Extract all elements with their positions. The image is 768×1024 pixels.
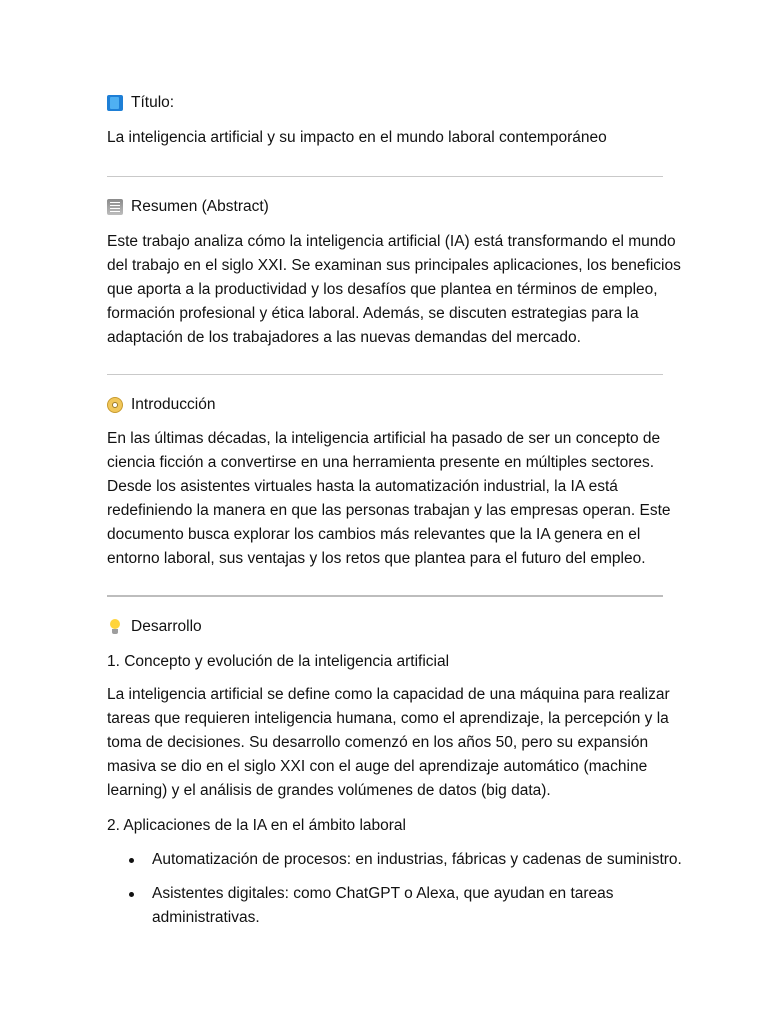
resumen-paragraph (107, 230, 681, 350)
desarrollo-heading-text: Desarrollo (131, 618, 202, 635)
paragraph-line: learning) y el análisis de grandes volúmenes de datos (big data). (107, 782, 551, 799)
list-item (107, 882, 663, 930)
bullet-icon (129, 892, 134, 897)
blue-book-icon (107, 95, 123, 111)
paragraph-line: En las últimas décadas, la inteligencia artificial ha pasado de ser un concepto de (107, 430, 661, 447)
divider (107, 595, 663, 597)
list-item (107, 848, 682, 872)
resumen-heading-text: Resumen (Abstract) (131, 198, 269, 215)
bullet-icon (129, 858, 134, 863)
introduccion-paragraph (107, 427, 671, 571)
list-item-line: administrativas. (152, 909, 260, 926)
paragraph-line: toma de decisiones. Su desarrollo comenzó en los años 50, pero su expansión (107, 734, 649, 751)
titulo-heading-text: Título: (131, 94, 175, 111)
titulo-heading (107, 91, 174, 115)
paragraph-line: que aporta a la productividad y los desafíos que plantea en términos de empleo, (107, 281, 658, 298)
paragraph-line: redefiniendo la manera en que las personas trabajan y las empresas operan. Este (107, 502, 671, 519)
aplicaciones-list (107, 848, 682, 930)
titulo-text (107, 126, 663, 150)
paragraph-line: ciencia ficción a convertirse en una herramienta presente en múltiples sectores. (107, 454, 655, 471)
paragraph-line: documento busca explorar los cambios más relevantes que la IA genera en el (107, 526, 641, 543)
paragraph-line: La inteligencia artificial se define como la capacidad de una máquina para realizar (107, 686, 670, 703)
paragraph-line: adaptación de los trabajadores a las nuevas demandas del mercado. (107, 329, 581, 346)
paragraph-line: del trabajo en el siglo XXI. Se examinan sus principales aplicaciones, los beneficios (107, 257, 681, 274)
subsection-1-paragraph (107, 683, 670, 803)
list-item-line: Asistentes digitales: como ChatGPT o Alexa, que ayudan en tareas (152, 885, 614, 902)
paragraph-line: masiva se dio en el siglo XXI con el auge del aprendizaje automático (machine (107, 758, 648, 775)
subsection-title-line: 2. Aplicaciones de la IA en el ámbito laboral (107, 817, 406, 834)
resumen-heading (107, 195, 269, 219)
divider (107, 176, 663, 177)
subsection-1-title (107, 650, 663, 674)
paragraph-line: Este trabajo analiza cómo la inteligencia artificial (IA) está transformando el mundo (107, 233, 676, 250)
paragraph-line: tareas que requieren inteligencia humana, como el aprendizaje, la percepción y la (107, 710, 669, 727)
scroll-icon (107, 199, 123, 215)
introduccion-heading (107, 393, 215, 417)
subsection-title-line: 1. Concepto y evolución de la inteligencia artificial (107, 653, 450, 670)
light-bulb-icon (107, 619, 123, 635)
paragraph-line: entorno laboral, sus ventajas y los retos que plantea para el futuro del empleo. (107, 550, 646, 567)
paragraph-line: formación profesional y ética laboral. Además, se discuten estrategias para la (107, 305, 639, 322)
compass-icon (107, 397, 123, 413)
subsection-2-title (107, 814, 663, 838)
desarrollo-heading (107, 615, 202, 639)
paragraph-line: Desde los asistentes virtuales hasta la automatización industrial, la IA está (107, 478, 618, 495)
titulo-line: La inteligencia artificial y su impacto en el mundo laboral contemporáneo (107, 129, 607, 146)
divider (107, 374, 663, 375)
introduccion-heading-text: Introducción (131, 396, 216, 413)
list-item-line: Automatización de procesos: en industrias, fábricas y cadenas de suministro. (152, 851, 682, 868)
